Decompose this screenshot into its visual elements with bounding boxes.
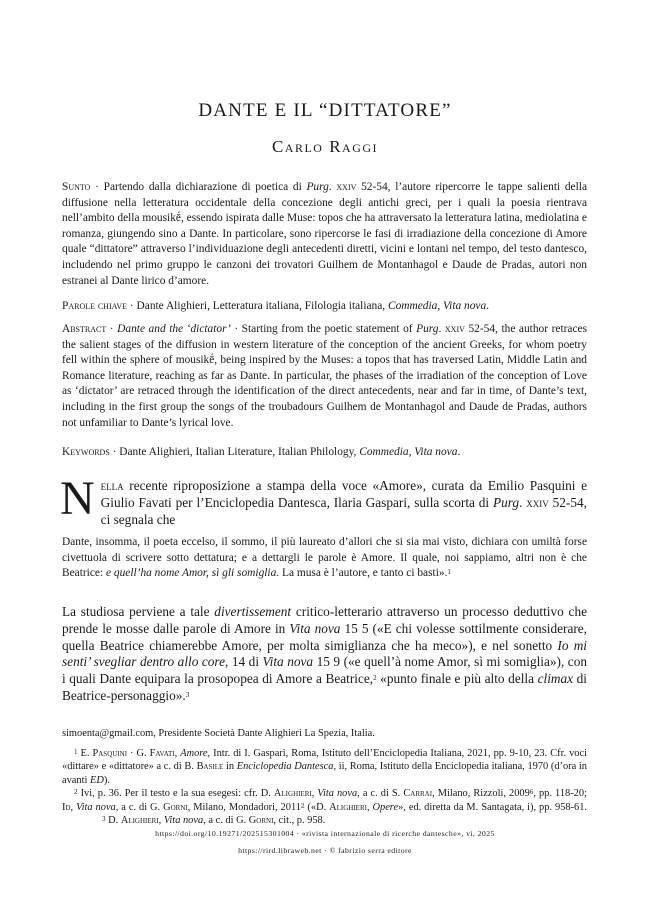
drop-cap: N: [60, 472, 95, 525]
keywords-paragraph: Keywords · Dante Alighieri, Italian Literature, Italian Philology, Commedia, Vita nova.: [62, 446, 461, 458]
abstract-paragraph: Abstract · Dante and the ‘dictator’ · Starting from the poetic statement of Purg. xxiv 52-54, the author retraces the salient stages of the diffusion in western literature of the conception of the ancient Greeks, for whom poetry fell within the sphere of mousikḗ, being inspired by the Muses: a topos that has traversed Latin, Middle Latin and Romance literature, reaching as far as Dante. In particular, the phases of the irradiation of the conception of Love as ‘dictator’ are retraced through the identification of the direct antecedents, near and far in time, of Dante’s text, including in the first group the songs of the troubadours Guilhem de Montanhagol and Daude de Pradas, authors not unfamiliar to Dante’s lyrical love.: [62, 323, 587, 429]
contact-note: simoenta@gmail.com, Presidente Società Dante Alighieri La Spezia, Italia.: [62, 728, 375, 739]
footnote-2: $^2$ Ivi, p. 36. Per il testo e la sua esegesi: cfr. D. Alighieri, Vita nova, a c. di S. Carrai, Milano, Rizzoli, 2009$^6$, pp. 118-20; Id, Vita nova, a c. di G. Gorni, Milano, Mondadori, 2011$^2$ («D. Alighieri, Opere», ed. diretta da M. Santagata, i), pp. 958-61.$^3$ D. Alighieri, Vita nova, a c. di G. Gorni, cit., p. 958.: [62, 788, 588, 826]
abstract-label: Abstract: [62, 323, 107, 335]
block-quote: Dante, insomma, il poeta eccelso, il sommo, il più laureato d’allori che si sia mai visto, dichiara con umiltà forse civettuola di scrivere sotto dettatura; e a dettargli le parole è Amore. Il quale, noi sappiamo, altri non è che Beatrice: e quell’ha nome Amor, sì gli somiglia. La musa è l’autore, e tanto ci basti».$^1$: [62, 536, 587, 580]
intro-paragraph: Nella recente riproposizione a stampa della voce «Amore», curata da Emilio Pasquini e Giulio Favati per l’Enciclopedia Dantesca, Ilaria Gaspari, sulla scorta di Purg. xxiv 52-54, ci segnala che: [60, 472, 587, 527]
footnote-ref-1: 1: [447, 568, 451, 577]
sunto-paragraph: Sunto · Partendo dalla dichiarazione di poetica di Purg. xxiv 52-54, l’autore ripercorre le tappe salienti della diffusione nella letteratura occidentale della concezione degli antichi greci, per i quali la poesia rientrava nell’ambito della mousikḗ, essendo ispirata dalle Muse: topos che ha attraversato la letteratura latina, mediolatina e romanza, giungendo sino a Dante. In particolare, sono ripercorse le fasi di irradiazione della concezione di Amore quale “dittatore” attraverso l’individuazione degli antecedenti diretti, vicini e lontani nel tempo, del testo dantesco, includendo nel primo gruppo le canzoni dei trovatori Guilhem de Montanhagol e Daude de Pradas, autori non estranei al Dante lirico d’amore.: [62, 181, 588, 287]
article-author: Carlo Raggi: [271, 137, 379, 156]
body-paragraph-2: La studiosa perviene a tale divertissement critico-letterario attraverso un processo deduttivo che prende le mosse dalle parole di Amore in Vita nova 15 5 («E chi volesse sottilmente considerare, quella Beatrice chiamerebbe Amore, per molta simiglianza che ha meco»), e nel sonetto Io mi senti’ svegliar dentro allo core, 14 di Vita nova 15 9 («e quell’à nome Amor, sì mi somiglia»), con i quali Dante equipara la prosopopea di Amore a Beatrice,$^2$ «punto finale e più alto della climax di Beatrice-personaggio».$^3$: [62, 604, 588, 703]
footnote-ref-3: 3: [185, 690, 190, 699]
footer-doi-line: https://doi.org/10.19271/202515301004 · «rivista internazionale di ricerche dantesche», vi, 2025: [155, 829, 495, 838]
footnote-1: $^1$ E. Pasquini · G. Favati, Amore, Intr. di I. Gaspari, Roma, Istituto dell’Enciclopedia Italiana, 2021, pp. 9-10, 23. Cfr. voci «dittare» e «dittatore» a c. di B. Basile in Enciclopedia Dantesca, ii, Roma, Istituto della Enciclopedia italiana, 1970 (d’ora in avanti ED).: [62, 747, 587, 786]
parole-chiave-paragraph: Parole chiave · Dante Alighieri, Letteratura italiana, Filologia italiana, Commedia, Vita nova.: [62, 300, 490, 312]
article-title: DANTE E IL “DITTATORE”: [198, 100, 452, 121]
parole-chiave-label: Parole chiave: [62, 300, 128, 312]
footnote-3: $^3$ D. Alighieri, Vita nova, a c. di G. Gorni, cit., p. 958.: [102, 815, 326, 826]
footer-publisher-line: https://rird.libraweb.net · © fabrizio serra editore: [238, 846, 412, 855]
footnote-ref-2: 2: [373, 674, 377, 683]
footnotes: [62, 727, 587, 828]
sunto-label: Sunto: [62, 181, 91, 193]
keywords-label: Keywords: [62, 446, 110, 458]
